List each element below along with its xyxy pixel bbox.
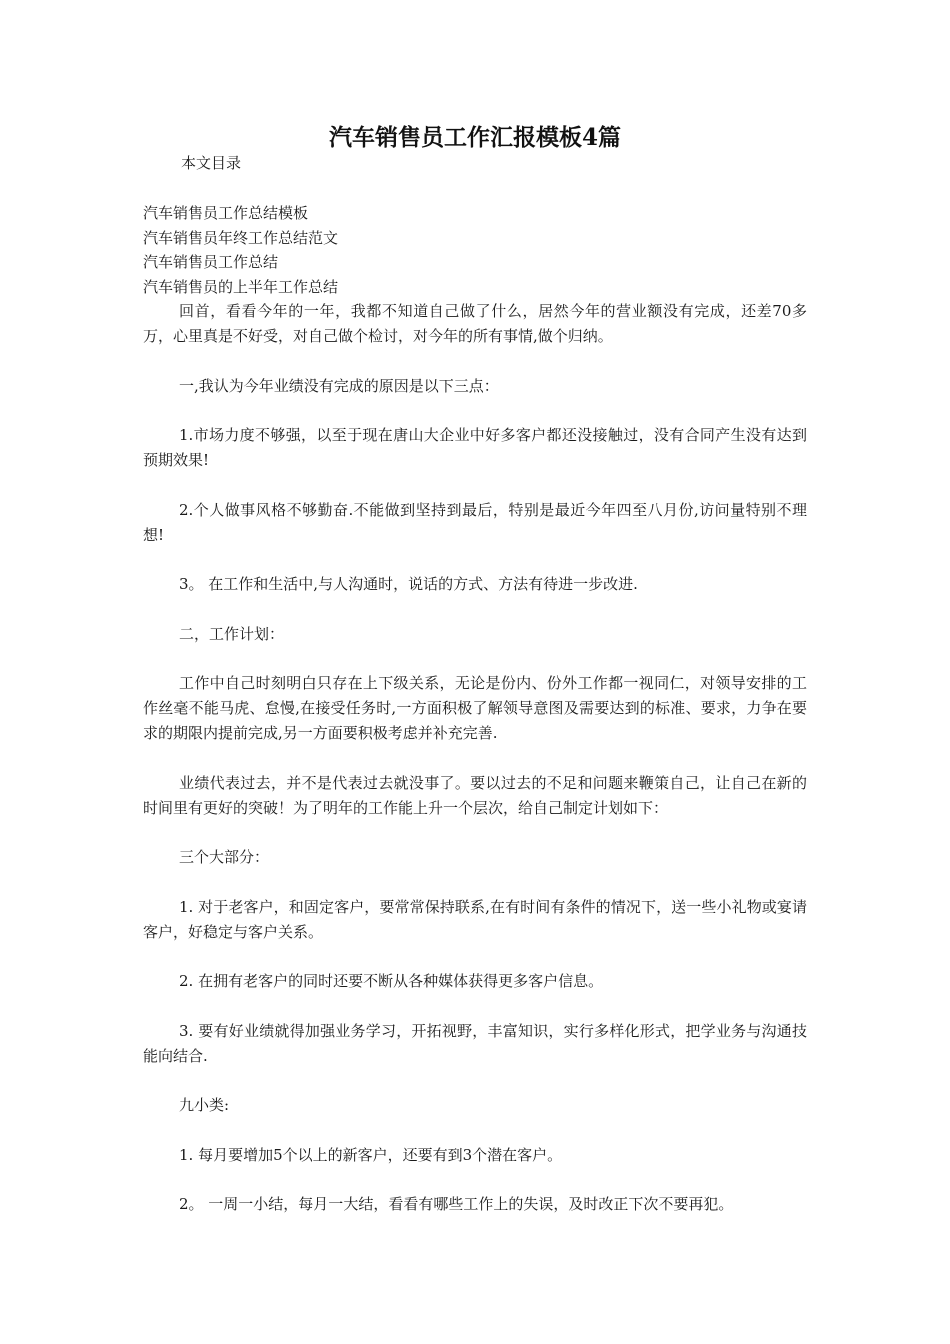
toc-item[interactable]: 汽车销售员的上半年工作总结 (143, 277, 339, 296)
paragraph: 2.个人做事风格不够勤奋.不能做到坚持到最后，特别是最近今年四至八月份,访问量特别不理想! (143, 500, 807, 544)
paragraph: 业绩代表过去，并不是代表过去就没事了。要以过去的不足和问题来鞭策自己，让自己在新的时间里有更好的突破！为了明年的工作能上升一个层次，给自己制定计划如下： (143, 773, 807, 817)
paragraph: 回首，看看今年的一年，我都不知道自己做了什么，居然今年的营业额没有完成，还差70多万，心里真是不好受，对自己做个检讨，对今年的所有事情,做个归纳。 (143, 302, 807, 345)
paragraph: 3. 要有好业绩就得加强业务学习，开拓视野，丰富知识，实行多样化形式，把学业务与沟通技能向结合. (143, 1021, 807, 1065)
paragraph: 三个大部分： (179, 848, 270, 866)
table-of-contents (143, 201, 338, 299)
paragraph: 二，工作计划： (179, 624, 285, 643)
paragraph: 1.市场力度不够强，以至于现在唐山大企业中好多客户都还没接触过，没有合同产生没有达到预期效果! (143, 426, 807, 469)
document-title: 汽车销售员工作汇报模板4篇 (328, 124, 621, 151)
paragraph: 一,我认为今年业绩没有完成的原因是以下三点： (179, 376, 499, 395)
document-body (143, 299, 807, 1242)
toc-item[interactable]: 汽车销售员年终工作总结范文 (143, 228, 339, 247)
paragraph: 1. 每月要增加5个以上的新客户，还要有到3个潜在客户。 (179, 1145, 563, 1164)
paragraph: 1. 对于老客户，和固定客户，要常常保持联系,在有时间有条件的情况下，送一些小礼物或宴请客户，好稳定与客户关系。 (143, 897, 807, 941)
toc-item[interactable]: 汽车销售员工作总结 (143, 253, 279, 271)
paragraph: 2. 在拥有老客户的同时还要不断从各种媒体获得更多客户信息。 (179, 972, 604, 990)
paragraph: 工作中自己时刻明白只存在上下级关系，无论是份内、份外工作都一视同仁，对领导安排的工作丝毫不能马虎、怠慢,在接受任务时,一方面积极了解领导意图及需要达到的标准、要求，力争在要求的期限内提前完成,另一方面要积极考虑并补充完善. (143, 674, 807, 742)
paragraph: 九小类: (179, 1096, 230, 1114)
toc-item[interactable]: 汽车销售员工作总结模板 (143, 204, 309, 222)
toc-label: 本文目录 (181, 154, 242, 172)
paragraph: 3。 在工作和生活中,与人沟通时，说话的方式、方法有待进一步改进. (179, 575, 638, 593)
paragraph: 2。 一周一小结，每月一大结，看看有哪些工作上的失误，及时改正下次不要再犯。 (179, 1195, 734, 1213)
